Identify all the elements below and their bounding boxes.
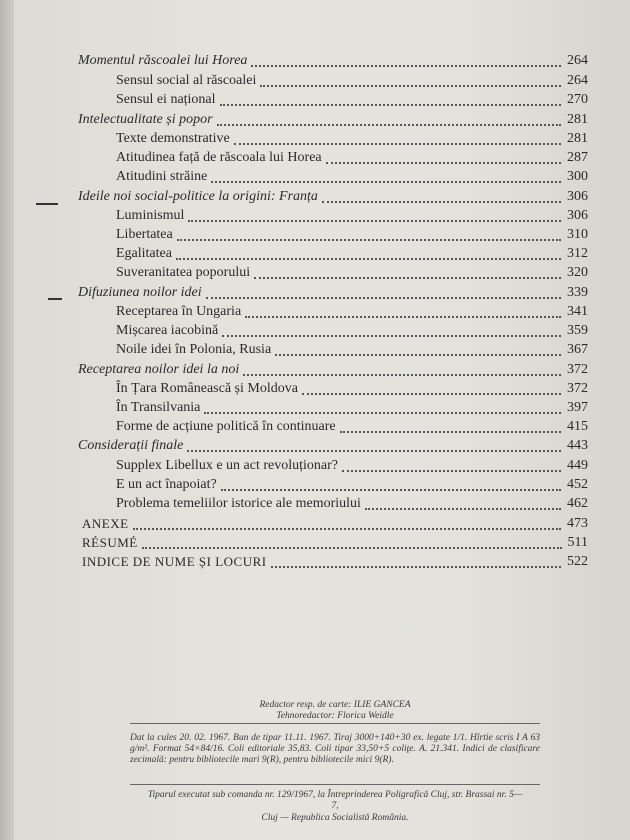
toc-row [0,380,630,398]
toc-row [0,418,630,436]
toc-row [0,111,630,129]
toc-leader-dots [187,450,561,452]
toc-title: Libertatea [116,227,173,242]
toc-row [0,399,630,417]
toc-title: E un act înapoiat? [116,477,217,492]
toc-row [0,284,630,302]
toc-leader-dots [322,201,561,203]
toc-title: Intelectualitate și popor [78,112,213,127]
toc-title: Suveranitatea poporului [116,265,251,280]
toc-leader-dots [133,528,561,530]
toc-title: Supplex Libellux e un act revoluționar? [116,458,338,473]
toc-title: Ideile noi social-politice la origini: Franța [78,189,318,204]
toc-title: ANEXE [82,516,129,531]
toc-row [0,130,630,148]
imprint-print-details: Dat la cules 20. 02. 1967. Bun de tipar 11.11. 1967. Tiraj 3000+140+30 ex. legate 1/1. Hîrtie scris I A 63 g/m². Format 54×84/16. Coli editoriale 35,83. Coli tipar 33,50+5 coliţe. A. 21.341. Indici de clasificare zecimală: pentru bibliotecile mari 9(R), pentru bibliotecile mici 9(R). [130,733,540,765]
toc-title: În Transilvania [116,400,201,415]
toc-leader-dots [326,162,561,164]
imprint-printer: Tiparul executat sub comanda nr. 129/1967, la Întreprinderea Poligrafică Cluj, str. Brassai nr. 5—7, [147,790,523,811]
toc-page-number: 281 [567,131,588,146]
toc-title: Difuziunea noilor idei [78,285,202,300]
toc-row [0,495,630,513]
toc-row [0,52,630,70]
toc-page-number: 367 [567,342,588,357]
toc-title: Egalitatea [116,246,172,261]
pencil-mark [48,298,62,300]
toc-page-number: 462 [567,496,588,511]
toc-leader-dots [271,566,561,568]
toc-page-number: 522 [567,554,588,569]
toc-title: Luminismul [116,208,185,223]
toc-page-number: 264 [567,73,588,88]
toc-page-number: 341 [567,304,588,319]
toc-row [0,245,630,263]
toc-page-number: 397 [567,400,588,415]
toc-page-number: 320 [567,265,588,280]
toc-row [0,476,630,494]
toc-row [0,341,630,359]
toc-page-number: 287 [567,150,588,165]
toc-page-number: 452 [567,477,588,492]
toc-row [0,361,630,379]
toc-leader-dots [302,393,561,395]
toc-page-number: 372 [567,362,588,377]
toc-leader-dots [176,258,561,260]
toc-title: Noile idei în Polonia, Rusia [116,342,272,357]
toc-page-number: 281 [567,112,588,127]
toc-row [0,207,630,225]
imprint-editor: Redactor resp. de carte: ILIE GANCEA [259,700,411,710]
toc-row [0,72,630,90]
toc-row [0,168,630,186]
toc-page-number: 359 [567,323,588,338]
toc-leader-dots [243,374,561,376]
divider [130,723,540,724]
pencil-mark [36,203,58,205]
toc-page-number: 270 [567,92,588,107]
toc-leader-dots [188,220,561,222]
toc-page-number: 306 [567,189,588,204]
toc-leader-dots [342,470,561,472]
toc-leader-dots [340,431,561,433]
toc-title: În Țara Românească și Moldova [116,381,298,396]
toc-row [0,553,630,571]
toc-leader-dots [275,354,561,356]
toc-leader-dots [204,412,561,414]
toc-row [0,457,630,475]
toc-leader-dots [234,143,561,145]
toc-row [0,149,630,167]
imprint-city: Cluj — Republica Socialistă România. [261,813,409,823]
toc-page-number: 449 [567,458,588,473]
toc-leader-dots [177,239,561,241]
imprint-tech-editor: Tehnoredactor: Florica Weidle [276,711,394,721]
toc-title: Receptarea în Ungaria [116,304,242,319]
toc-title: Sensul social al răscoalei [116,73,257,88]
toc-leader-dots [221,489,561,491]
toc-title: Problema temeliilor istorice ale memoriului [116,496,361,511]
toc-row [0,226,630,244]
toc-title: RÉSUMÉ [82,535,138,550]
toc-leader-dots [142,547,562,549]
toc-leader-dots [365,508,561,510]
toc-page-number: 312 [567,246,588,261]
toc-row [0,515,630,533]
toc-page-number: 511 [567,535,588,550]
toc-leader-dots [245,316,561,318]
toc-page-number: 372 [567,381,588,396]
toc-title: Texte demonstrative [116,131,230,146]
toc-row [0,534,630,552]
toc-title: Momentul răscoalei lui Horea [78,53,248,68]
toc-leader-dots [217,124,561,126]
toc-leader-dots [220,104,561,106]
toc-page-number: 473 [567,516,588,531]
toc-leader-dots [254,277,561,279]
toc-leader-dots [251,65,561,67]
toc-title: Atitudini străine [116,169,208,184]
toc-leader-dots [260,85,561,87]
toc-row [0,91,630,109]
toc-page-number: 310 [567,227,588,242]
toc-title: Forme de acțiune politică în continuare [116,419,336,434]
toc-page-number: 415 [567,419,588,434]
toc-leader-dots [211,181,561,183]
toc-leader-dots [206,297,561,299]
toc-leader-dots [222,335,561,337]
toc-row [0,264,630,282]
toc-page-number: 264 [567,53,588,68]
toc-title: Considerații finale [78,438,184,453]
toc-page-number: 306 [567,208,588,223]
divider [130,784,540,785]
toc-title: Mișcarea iacobină [116,323,219,338]
toc-row [0,303,630,321]
toc-title: INDICE DE NUME ȘI LOCURI [82,554,267,569]
toc-row [0,188,630,206]
toc-row [0,437,630,455]
toc-row [0,322,630,340]
toc-page-number: 300 [567,169,588,184]
toc-title: Receptarea noilor idei la noi [78,362,240,377]
toc-page-number: 443 [567,438,588,453]
toc-page-number: 339 [567,285,588,300]
toc-title: Sensul ei național [116,92,216,107]
toc-title: Atitudinea față de răscoala lui Horea [116,150,322,165]
